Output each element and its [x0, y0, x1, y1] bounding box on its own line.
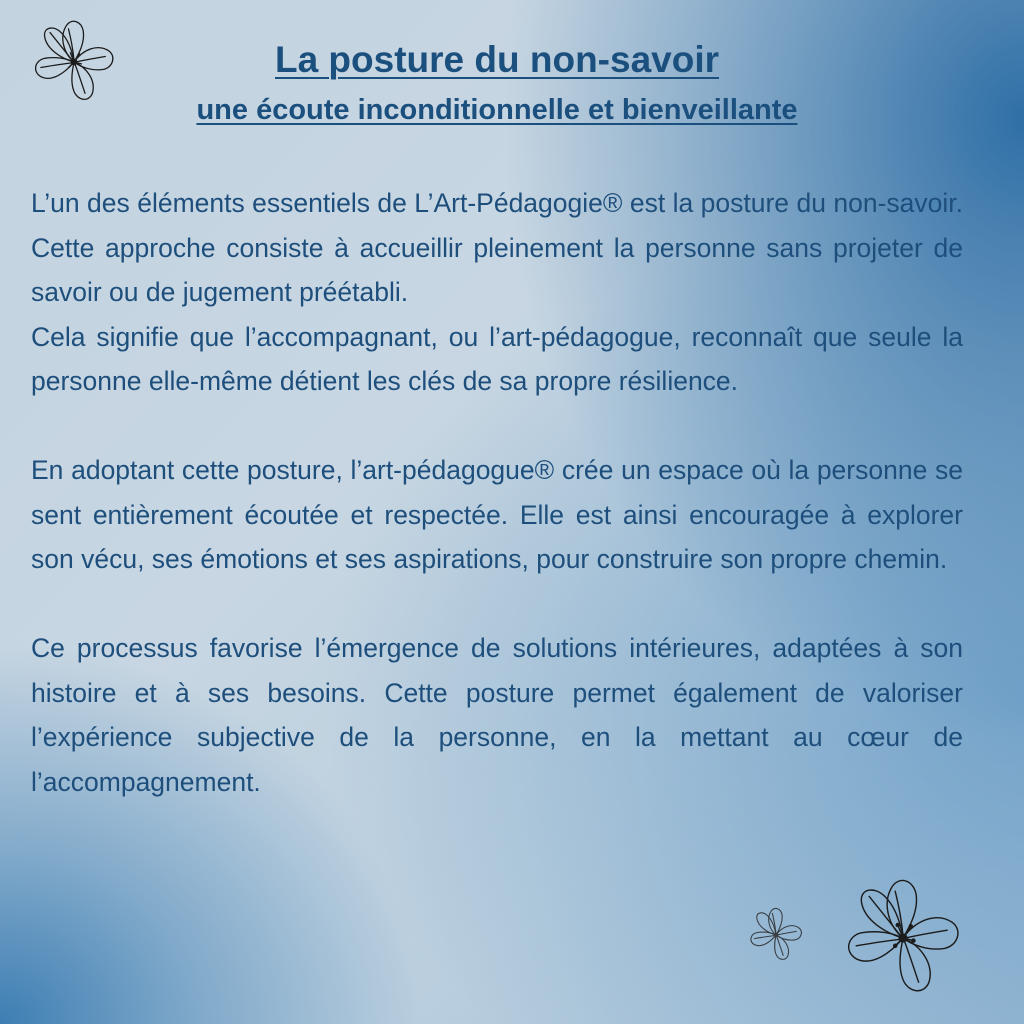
body-text: [31, 181, 963, 804]
page-title: La posture du non-savoir: [274, 39, 720, 80]
paragraph: Ce processus favorise l’émergence de solutions intérieures, adaptées à son histoire et à ses besoins. Cette posture permet également de valoriser l’expérience subjective de la personne, en la mettant au cœur de l’accompagnement.: [31, 633, 963, 797]
paragraph: L’un des éléments essentiels de L’Art-Pédagogie® est la posture du non-savoir. Cette approche consiste à accueillir pleinement la personne sans projeter de savoir ou de jugement préétabli.: [31, 188, 963, 307]
paragraph: En adoptant cette posture, l’art-pédagogue® crée un espace où la personne se sent entièrement écoutée et respectée. Elle est ainsi encouragée à explorer son vécu, ses émotions et ses aspirations, pour construire son propre chemin.: [31, 455, 963, 574]
flower-icon: [746, 905, 806, 965]
page-subtitle: une écoute inconditionnelle et bienveillante: [196, 94, 798, 126]
flower-icon: [838, 873, 968, 1003]
paragraph: Cela signifie que l’accompagnant, ou l’art-pédagogue, reconnaît que seule la personne elle-même détient les clés de sa propre résilience.: [31, 321, 963, 396]
